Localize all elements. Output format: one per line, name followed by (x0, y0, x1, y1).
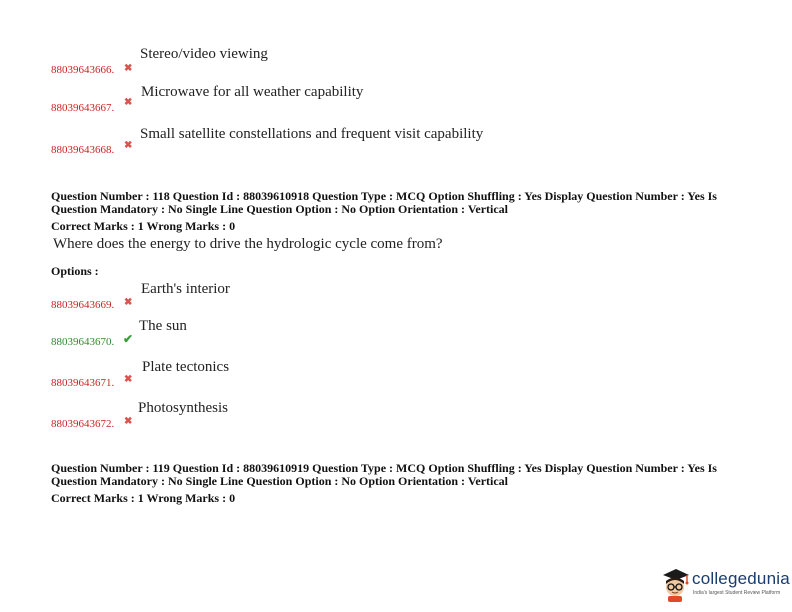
wrong-mark-icon: ✖ (124, 374, 133, 385)
option-row (51, 400, 751, 430)
option-id: 88039643672. (51, 418, 115, 430)
option-text: Plate tectonics (142, 359, 230, 375)
meta-line: Question Number : 118 Question Id : 88039610918 Question Type : MCQ Option Shuffling : Yes Display Question Number : Yes Is (51, 189, 717, 203)
correct-check-icon: ✔ (123, 332, 134, 346)
option-text: Photosynthesis (138, 400, 229, 416)
option-text: Small satellite constellations and frequent visit capability (140, 126, 484, 142)
meta-line: Question Mandatory : No Single Line Question Option : No Option Orientation : Vertical (51, 474, 509, 488)
option-id: 88039643670. (51, 336, 115, 348)
options-label: Options : (51, 264, 99, 278)
logo-brand-text: collegedunia (692, 569, 790, 588)
wrong-mark-icon: ✖ (124, 416, 133, 427)
marks-info: Correct Marks : 1 Wrong Marks : 0 (51, 491, 236, 505)
wrong-mark-icon: ✖ (124, 140, 133, 151)
wrong-mark-icon: ✖ (124, 63, 133, 74)
graduate-mascot-icon (660, 567, 690, 603)
meta-line: Question Mandatory : No Single Line Question Option : No Option Orientation : Vertical (51, 202, 509, 216)
collegedunia-logo (660, 565, 790, 605)
option-text: The sun (139, 318, 187, 334)
marks-info: Correct Marks : 1 Wrong Marks : 0 (51, 219, 236, 233)
option-text: Earth's interior (141, 281, 230, 297)
wrong-mark-icon: ✖ (124, 297, 133, 308)
option-row (51, 281, 751, 311)
meta-line: Question Number : 119 Question Id : 88039610919 Question Type : MCQ Option Shuffling : Yes Display Question Number : Yes Is (51, 461, 717, 475)
logo-tagline: India's largest Student Review Platform (693, 590, 781, 596)
option-text: Microwave for all weather capability (141, 84, 364, 100)
option-id: 88039643669. (51, 299, 115, 311)
option-id: 88039643671. (51, 377, 115, 389)
option-row (51, 126, 751, 156)
option-id: 88039643668. (51, 144, 115, 156)
option-text: Stereo/video viewing (140, 46, 268, 62)
option-row (51, 46, 751, 76)
option-id: 88039643666. (51, 64, 115, 76)
option-row (51, 84, 751, 114)
question-meta (51, 190, 751, 216)
option-row-correct (51, 318, 751, 348)
wrong-mark-icon: ✖ (124, 97, 133, 108)
question-text: Where does the energy to drive the hydrologic cycle come from? (53, 236, 443, 252)
question-meta (51, 462, 751, 488)
option-row (51, 359, 751, 389)
option-id: 88039643667. (51, 102, 115, 114)
